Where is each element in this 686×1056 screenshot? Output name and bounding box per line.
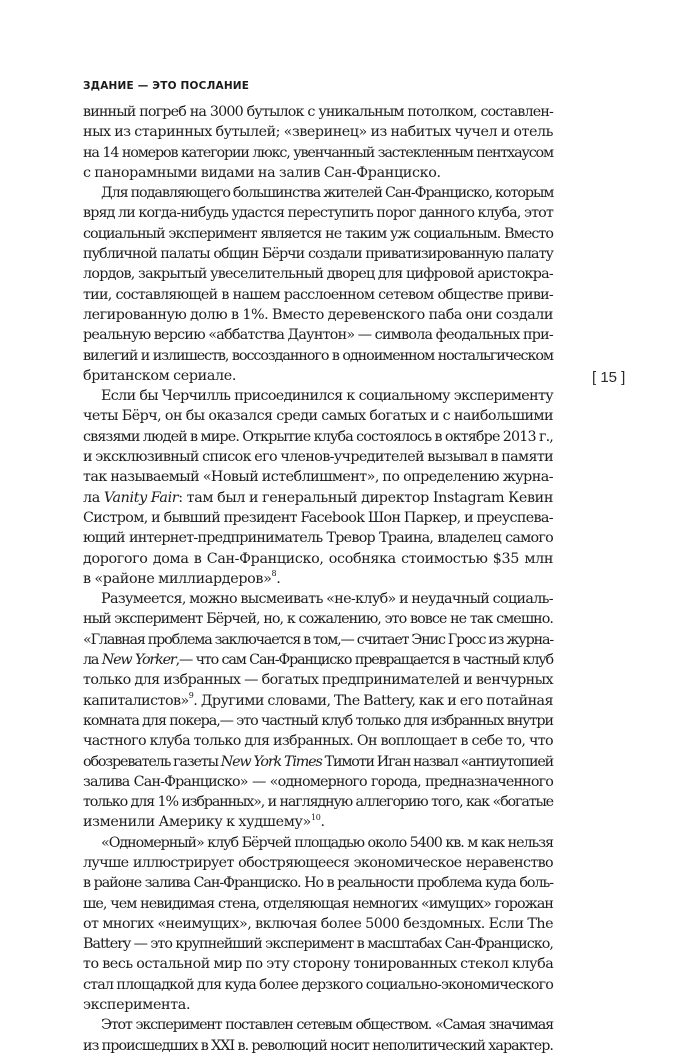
text-line: легированную долю в 1%. Вместо деревенского паба они создали [83,306,553,323]
text-run: Тимоти Иган назвал «антиутопией [321,753,554,770]
text-line: только для избранных — богатых предпринимателей и венчурных [83,672,553,689]
text-run: изменили Америку к худшему» [83,814,311,831]
text-line: от многих «неимущих», включая более 5000 бездомных. Если The [83,915,553,932]
footnote-ref: 8 [271,569,277,579]
text-line: лордов, закрытый увеселительный дворец для цифровой аристокра- [83,266,553,283]
text-line [83,569,553,589]
text-line: на 14 номеров категории люкс, увенчанный застекленным пентхаусом [83,144,553,161]
running-title: ЗДАНИЕ — ЭТО ПОСЛАНИЕ [83,80,250,92]
text-run: . [276,570,281,587]
text-line: дорогого дома в Сан-Франциско, особняка стоимостью $35 млн [83,550,553,567]
text-line: стал площадкой для куда более дерзкого социально-экономического [83,976,553,993]
text-line: Этот эксперимент поставлен сетевым обществом. «Самая значимая [101,1017,553,1034]
text-line [83,752,553,772]
footnote-ref: 9 [188,690,194,700]
text-line: из происшедших в XXI в. революций носит неполитический характер. [83,1037,553,1054]
text-line: Для подавляющего большинства жителей Сан-Франциско, которым [101,185,554,202]
text-run: ла [83,652,102,669]
text-line: ных из старинных бутылей; «зверинец» из набитых чучел и отель [83,124,553,141]
text-line: «Главная проблема заключается в том,— считает Энис Гросс из журна- [83,631,553,648]
text-line [83,650,553,670]
text-line: вряд ли когда-нибудь удастся переступить порог данного клуба, этот [83,205,553,222]
text-line: Battery — это крупнейший эксперимент в масштабах Сан-Франциско, [83,936,553,953]
text-run: капиталистов» [83,692,189,709]
text-line: эксперимента. [83,997,191,1014]
text-line: только для 1% избранных», и наглядную аллегорию того, как «богатые [83,794,553,811]
text-line: ный эксперимент Бёрчей, но, к сожалению, это вовсе не так смешно. [83,611,553,628]
text-line [83,488,553,508]
text-line: так называемый «Новый истеблишмент», по определению журна- [83,469,553,486]
text-line: реальную версию «аббатства Даунтон» — символа феодальных при- [83,327,553,344]
text-run: обозреватель газеты [83,753,221,770]
text-line: Систром, и бывший президент Facebook Шон Паркер, и преуспева- [83,509,553,526]
body-text [83,102,553,1056]
text-line: ющий интернет-предприниматель Тревор Траина, владелец самого [83,530,553,547]
text-line: социальный эксперимент является не таким уж социальным. Вместо [83,225,553,242]
text-line: вилегий и излишеств, воссозданного в одноименном ностальгическом [83,347,553,364]
page-number: [ 15 ] [592,369,626,386]
text-line: публичной палаты общин Бёрчи создали приватизированную палату [83,246,553,263]
text-line: лучше иллюстрирует обостряющееся экономическое неравенство [83,854,553,871]
text-line: Если бы Черчилль присоединился к социальному эксперименту [101,388,553,405]
footnote-ref: 10 [310,812,321,822]
newspaper-title: New York Times [220,753,322,770]
text-line: четы Бёрч, он бы оказался среди самых богатых и с наибольшими [83,408,553,425]
text-line: связями людей в мире. Открытие клуба состоялось в октябре 2013 г., [83,428,553,445]
text-line: частного клуба только для избранных. Он воплощает в себе то, что [83,733,553,750]
text-line: с панорамными видами на залив Сан-Франциско. [83,164,441,181]
magazine-title: New Yorker [101,652,176,669]
text-line: «Одномерный» клуб Бёрчей площадью около 5400 кв. м как нельзя [101,834,553,851]
text-line: то весь остальной мир по эту сторону тонированных стекол клуба [83,956,554,973]
text-run: . Другими словами, The Battery, как и его потайная [193,692,553,709]
text-run: в «районе миллиардеров» [83,570,272,587]
text-line [83,691,553,711]
text-line: и эксклюзивный список его членов-учредителей вызывал в памяти [83,449,553,466]
text-run: . [320,814,325,831]
text-line: британском сериале. [83,367,237,384]
text-run: ла [83,489,104,506]
text-line: Разумеется, можно высмеивать «не-клуб» и неудачный социаль- [101,591,553,608]
text-line: ше, чем невидимая стена, отделяющая немногих «имущих» горожан [83,895,553,912]
magazine-title: Vanity Fair [103,489,179,506]
text-line: винный погреб на 3000 бутылок с уникальным потолком, составлен- [83,104,553,120]
text-line: комната для покера,— это частный клуб только для избранных внутри [83,712,553,729]
text-line: в районе залива Сан-Франциско. Но в реальности проблема куда боль- [83,875,553,892]
text-line: залива Сан-Франциско» — «одномерного города, предназначенного [83,773,553,790]
text-run: ,— что сам Сан-Франциско превращается в частный клуб [175,652,553,669]
text-line [83,812,553,832]
text-run: : там был и генеральный директор Instagram Кевин [178,489,554,506]
text-line: тии, составляющей в нашем расслоенном сетевом обществе приви- [83,286,553,303]
